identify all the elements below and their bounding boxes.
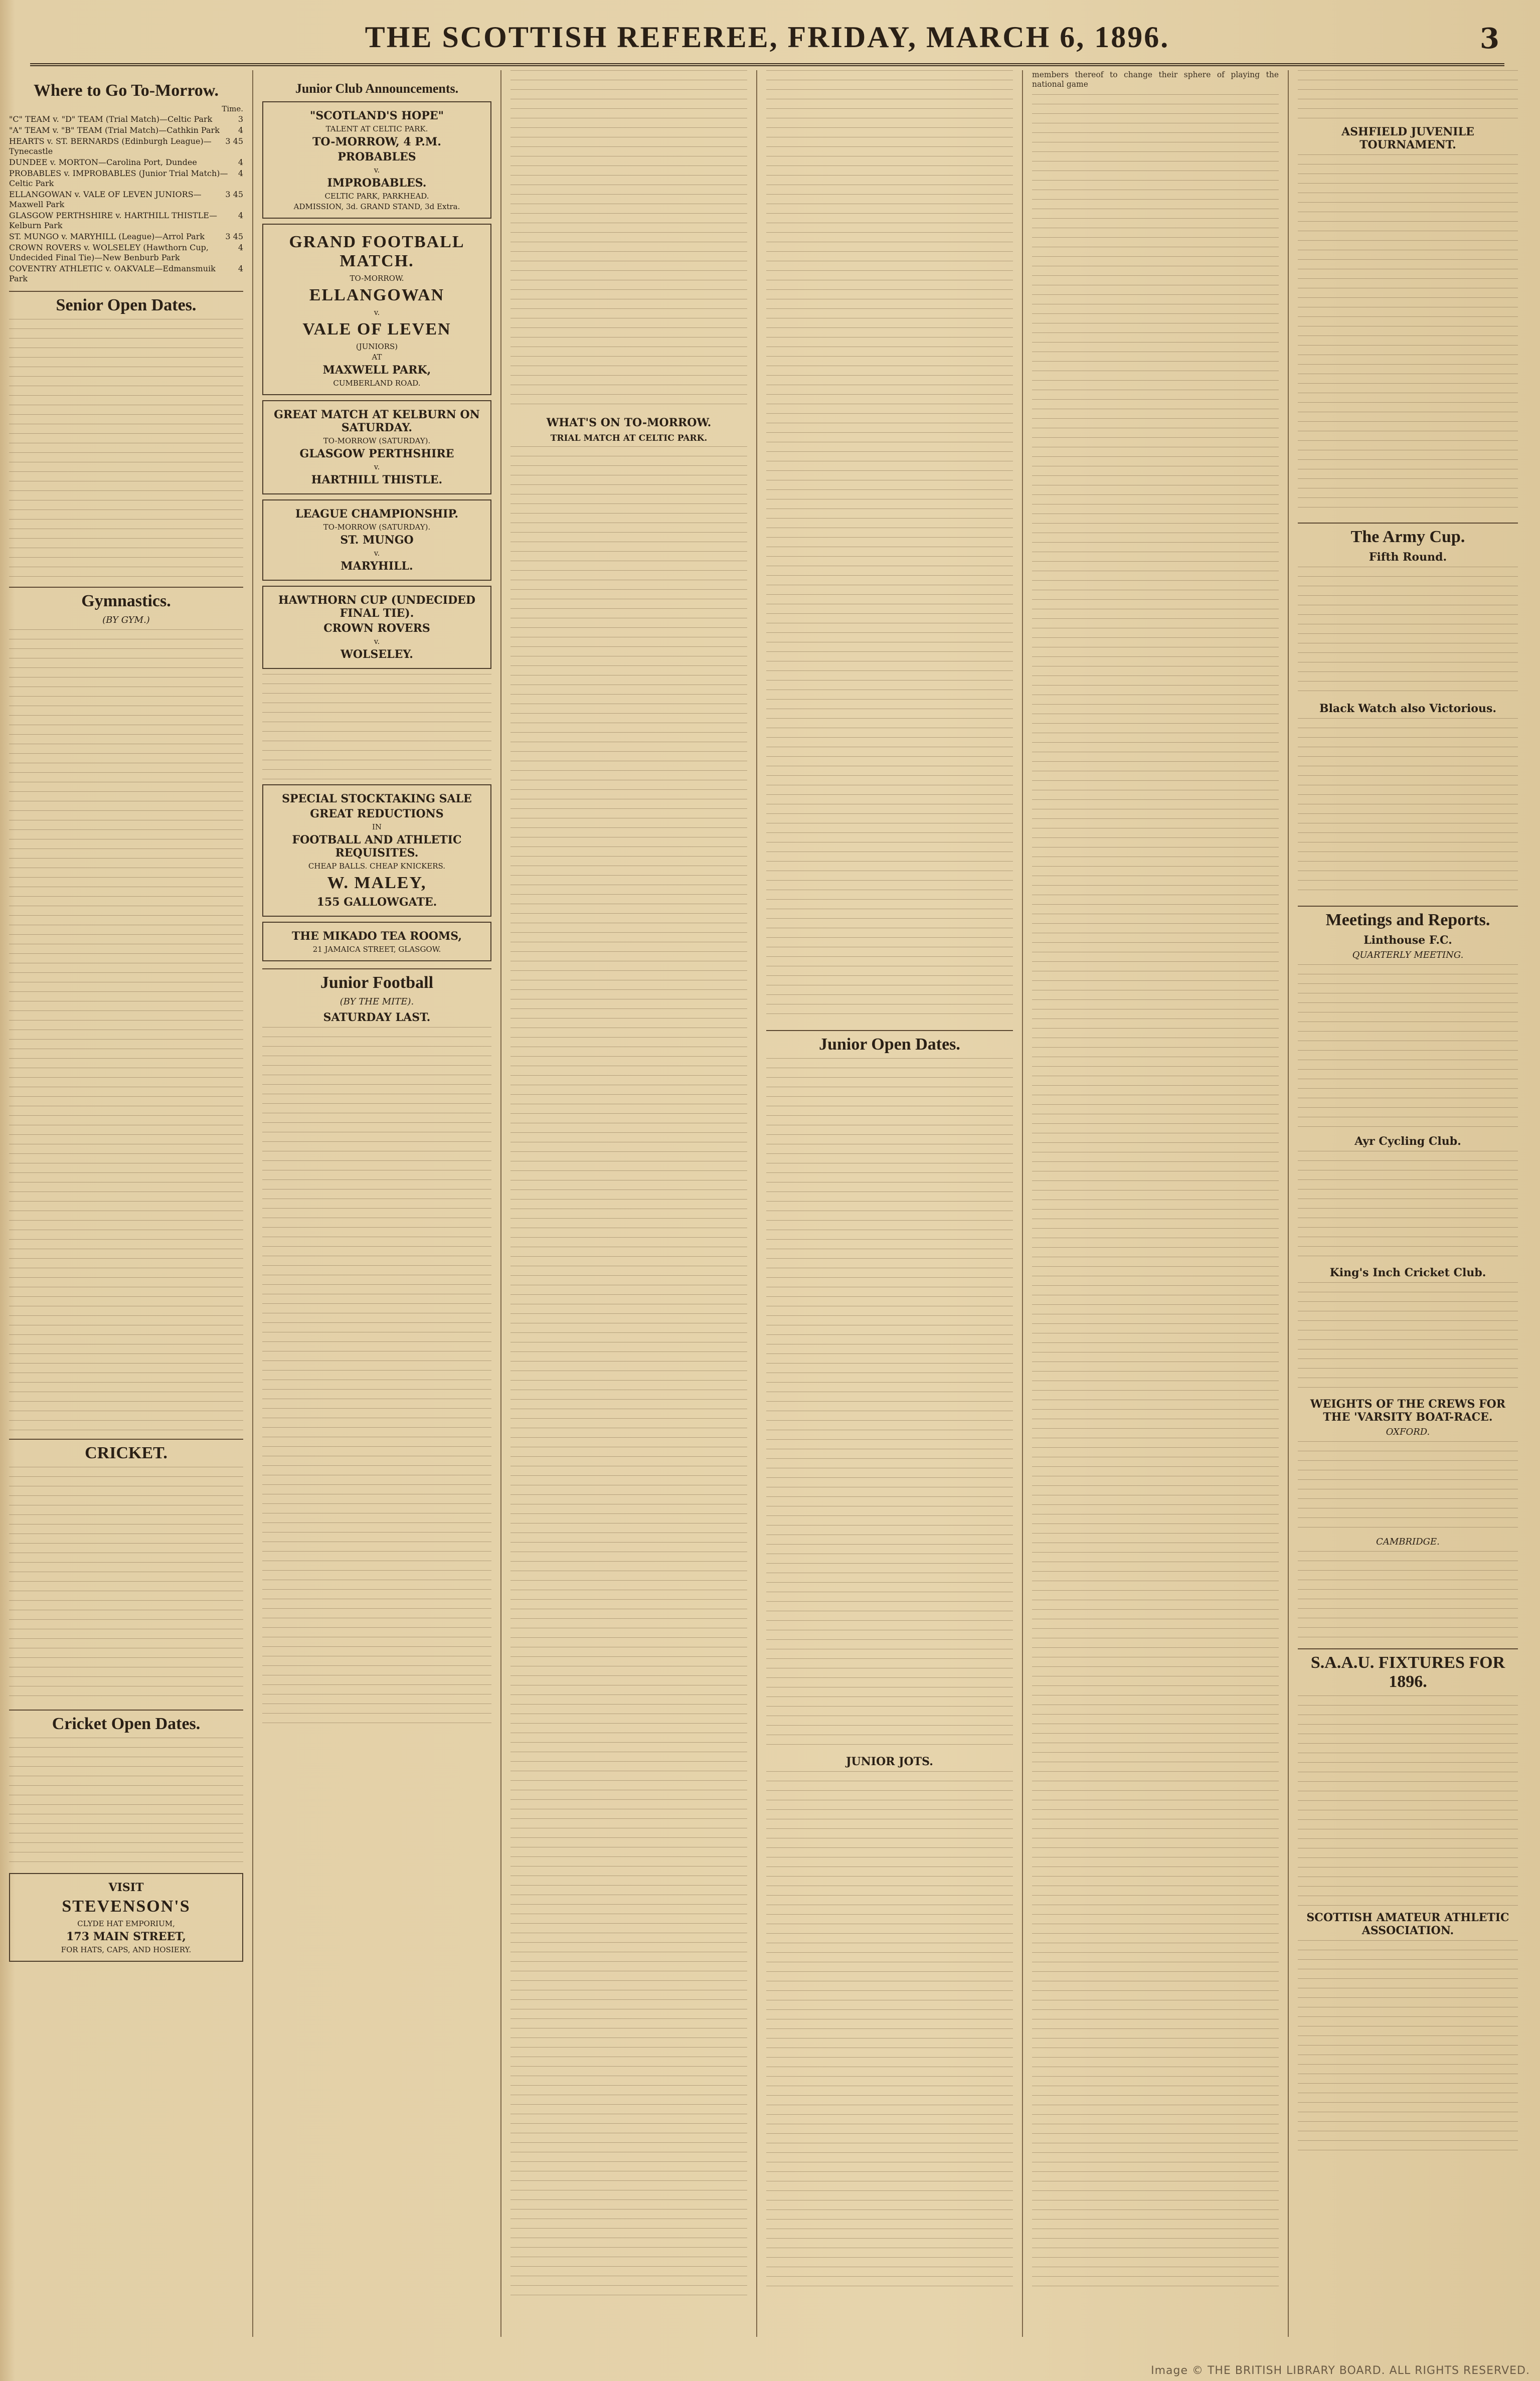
ad-title: GREAT MATCH AT KELBURN ON SATURDAY. [274, 408, 480, 434]
col5-intro: members thereof to change their sphere of playing the national game [1032, 70, 1279, 89]
ashfield-heading: ASHFIELD JUVENILE TOURNAMENT. [1341, 125, 1474, 151]
league-championship-advert [262, 499, 491, 581]
column-4 [757, 70, 1023, 2337]
fixture-row [9, 114, 243, 124]
ad-line: FOOTBALL AND ATHLETIC REQUISITES. [292, 833, 462, 860]
ad-line: W. MALEY, [327, 874, 427, 892]
ad-line: v. [374, 165, 380, 175]
ad-title: SPECIAL STOCKTAKING SALE [282, 792, 472, 805]
senior-open-dates-text [9, 319, 243, 580]
ad-title: GRAND FOOTBALL MATCH. [289, 233, 465, 270]
meetings-heading: Meetings and Reports. [1298, 906, 1518, 930]
ad-line: v. [374, 637, 380, 646]
ad-line: CUMBERLAND ROAD. [333, 379, 421, 388]
fixture-row [9, 190, 243, 210]
ashfield-text [1298, 154, 1518, 516]
fixture-time: 4 [238, 168, 243, 178]
hawthorn-cup-advert [262, 586, 491, 669]
fixture-row [9, 232, 243, 242]
weights-heading: WEIGHTS OF THE CREWS FOR THE 'VARSITY BOAT-RACE. [1310, 1398, 1506, 1424]
ad-line: AT [372, 353, 382, 362]
ad-line: ST. MUNGO [340, 534, 414, 547]
junior-jots-heading: JUNIOR JOTS. [846, 1755, 933, 1768]
fixture-text: ELLANGOWAN v. VALE OF LEVEN JUNIORS—Maxwell Park [9, 190, 202, 209]
ad-line: MAXWELL PARK, [322, 364, 431, 377]
ad-title: HAWTHORN CUP (UNDECIDED FINAL TIE). [278, 594, 475, 620]
ad-line: ADMISSION, 3d. GRAND STAND, 3d Extra. [293, 202, 460, 211]
junior-football-text [262, 1027, 491, 1729]
army-cup-text [1298, 567, 1518, 697]
ad-line: CELTIC PARK, PARKHEAD. [324, 192, 429, 201]
senior-open-dates-heading: Senior Open Dates. [9, 291, 243, 315]
whats-on-heading: WHAT'S ON TO-MORROW. [546, 416, 712, 429]
stevensons-advert [9, 1873, 243, 1962]
copyright-footer: Image © THE BRITISH LIBRARY BOARD. ALL RIGHTS RESERVED. [1151, 2364, 1530, 2377]
column-2 [253, 70, 501, 2337]
maley-advert [262, 784, 491, 917]
ad-line: ELLANGOWAN [309, 286, 445, 304]
junior-football-heading: Junior Football [262, 968, 491, 992]
fixture-time: 3 45 [225, 232, 243, 241]
kelburn-advert [262, 400, 491, 494]
fixture-row [9, 243, 243, 263]
fixture-text: DUNDEE v. MORTON—Carolina Port, Dundee [9, 157, 197, 167]
ad-line: TO-MORROW, 4 P.M. [312, 135, 441, 148]
grand-football-match-advert [262, 224, 491, 395]
junior-open-dates-heading: Junior Open Dates. [766, 1030, 1013, 1054]
fixture-time: 3 [238, 114, 243, 124]
fixture-time: 4 [238, 211, 243, 220]
junior-football-subheading: SATURDAY LAST. [323, 1011, 431, 1024]
scotlands-hope-advert [262, 101, 491, 219]
black-watch-text [1298, 718, 1518, 899]
scottish-aaa-list [1298, 1940, 1518, 2151]
column-3 [501, 70, 757, 2337]
linthouse-subheading: QUARTERLY MEETING. [1352, 950, 1464, 960]
page-number: 3 [1480, 22, 1499, 55]
fixture-time: 3 45 [225, 136, 243, 146]
fixture-row [9, 136, 243, 156]
ad-line: CHEAP BALLS. CHEAP KNICKERS. [308, 862, 446, 871]
fixture-row [9, 168, 243, 189]
stevensons-line1: CLYDE HAT EMPORIUM, [77, 1919, 175, 1928]
ad-line: v. [374, 308, 380, 317]
times-label: Time. [222, 104, 243, 113]
ad-line: GREAT REDUCTIONS [310, 807, 444, 820]
column-6 [1289, 70, 1527, 2337]
kings-inch-text [1298, 1282, 1518, 1393]
junior-football-byline: (BY THE MITE). [339, 996, 414, 1007]
col6-text-top [1298, 70, 1518, 120]
stevensons-line2: 173 MAIN STREET, [66, 1930, 186, 1943]
ad-line: WOLSELEY. [340, 648, 413, 661]
fixture-text: "A" TEAM v. "B" TEAM (Trial Match)—Cathkin Park [9, 125, 220, 135]
fixture-text: HEARTS v. ST. BERNARDS (Edinburgh League)—Tynecastle [9, 136, 212, 156]
ad-title: "SCOTLAND'S HOPE" [309, 109, 444, 122]
fixture-row [9, 157, 243, 167]
fixture-text: "C" TEAM v. "D" TEAM (Trial Match)—Celtic Park [9, 114, 213, 124]
army-cup-heading: The Army Cup. [1298, 523, 1518, 547]
column-5 [1023, 70, 1289, 2337]
linthouse-heading: Linthouse F.C. [1363, 934, 1452, 947]
ad-line: IMPROBABLES. [327, 177, 427, 190]
fixture-text: ST. MUNGO v. MARYHILL (League)—Arrol Park [9, 232, 205, 241]
ad-line: v. [374, 462, 380, 471]
saau-fixtures-list [1298, 1695, 1518, 1906]
gymnastics-byline: (BY GYM.) [102, 615, 150, 625]
ad-title: THE MIKADO TEA ROOMS, [291, 930, 462, 943]
ad-line: IN [372, 822, 382, 831]
ad-title: LEAGUE CHAMPIONSHIP. [295, 507, 459, 521]
fixture-time: 4 [238, 157, 243, 167]
fixture-time: 4 [238, 264, 243, 273]
cricket-open-dates-text [9, 1738, 243, 1868]
junior-announcements-heading: Junior Club Announcements. [295, 81, 459, 96]
ad-line: 155 GALLOWGATE. [316, 896, 437, 909]
junior-open-dates-text [766, 1058, 1013, 1750]
fixture-time: 4 [238, 243, 243, 252]
cricket-heading: CRICKET. [9, 1439, 243, 1463]
stevensons-name: STEVENSON'S [62, 1897, 191, 1916]
oxford-label: OXFORD. [1386, 1427, 1430, 1437]
where-list [9, 114, 243, 284]
page-title: THE SCOTTISH REFEREE, FRIDAY, MARCH 6, 1896. [365, 21, 1170, 54]
ad-line: TALENT AT CELTIC PARK. [325, 124, 428, 133]
army-cup-subheading: Fifth Round. [1368, 551, 1447, 564]
junior-jots-text [766, 1771, 1013, 2293]
ad-line: v. [374, 549, 380, 558]
ad-line: (JUNIORS) [356, 342, 398, 351]
cricket-open-dates-heading: Cricket Open Dates. [9, 1710, 243, 1734]
ad-line: MARYHILL. [340, 560, 413, 573]
gymnastics-text [9, 629, 243, 1432]
fixture-text: COVENTRY ATHLETIC v. OAKVALE—Edmansmuik Park [9, 264, 216, 283]
fixture-time: 3 45 [225, 190, 243, 199]
ad-line: TO-MORROW (SATURDAY). [323, 436, 431, 445]
col3-text-top [510, 70, 747, 411]
ad-line: HARTHILL THISTLE. [311, 473, 443, 486]
ad-line: CROWN ROVERS [323, 622, 430, 635]
fixture-text: CROWN ROVERS v. WOLSELEY (Hawthorn Cup, Undecided Final Tie)—New Benburb Park [9, 243, 209, 262]
linthouse-text [1298, 964, 1518, 1130]
notices-text [262, 674, 491, 779]
ad-line: GLASGOW PERTHSHIRE [299, 447, 454, 460]
scottish-aaa-heading: SCOTTISH AMATEUR ATHLETIC ASSOCIATION. [1306, 1911, 1509, 1937]
cambridge-weights [1298, 1551, 1518, 1641]
cambridge-label: CAMBRIDGE. [1376, 1537, 1440, 1547]
col5-text-body [1032, 94, 1279, 2291]
whats-on-subheading: TRIAL MATCH AT CELTIC PARK. [550, 433, 708, 443]
fixture-text: GLASGOW PERTHSHIRE v. HARTHILL THISTLE—Kelburn Park [9, 211, 217, 230]
ayr-cycling-text [1298, 1151, 1518, 1261]
black-watch-heading: Black Watch also Victorious. [1319, 702, 1497, 715]
ad-line: PROBABLES [337, 150, 416, 163]
ad-line: TO-MORROW. [350, 274, 404, 283]
ad-line: TO-MORROW (SATURDAY). [323, 523, 431, 532]
col3-text-body [510, 446, 747, 2302]
where-to-go-heading: Where to Go To-Morrow. [34, 81, 219, 100]
ad-line: 21 JAMAICA STREET, GLASGOW. [312, 945, 441, 954]
fixture-text: PROBABLES v. IMPROBABLES (Junior Trial Match)—Celtic Park [9, 168, 228, 188]
ad-line: VALE OF LEVEN [302, 320, 451, 338]
mikado-advert [262, 922, 491, 961]
fixture-row [9, 264, 243, 284]
saau-fixtures-heading: S.A.A.U. FIXTURES FOR 1896. [1298, 1648, 1518, 1691]
cricket-text [9, 1467, 243, 1703]
column-1 [0, 70, 253, 2337]
fixture-time: 4 [238, 125, 243, 135]
col4-text-top [766, 70, 1013, 1023]
fixture-row [9, 125, 243, 135]
fixture-row [9, 211, 243, 231]
oxford-weights [1298, 1441, 1518, 1532]
gymnastics-heading: Gymnastics. [9, 587, 243, 611]
stevensons-line3: FOR HATS, CAPS, AND HOSIERY. [61, 1945, 192, 1954]
masthead [30, 18, 1504, 66]
ayr-cycling-heading: Ayr Cycling Club. [1354, 1135, 1461, 1148]
kings-inch-heading: King's Inch Cricket Club. [1329, 1266, 1486, 1279]
visit-label: VISIT [108, 1881, 144, 1894]
